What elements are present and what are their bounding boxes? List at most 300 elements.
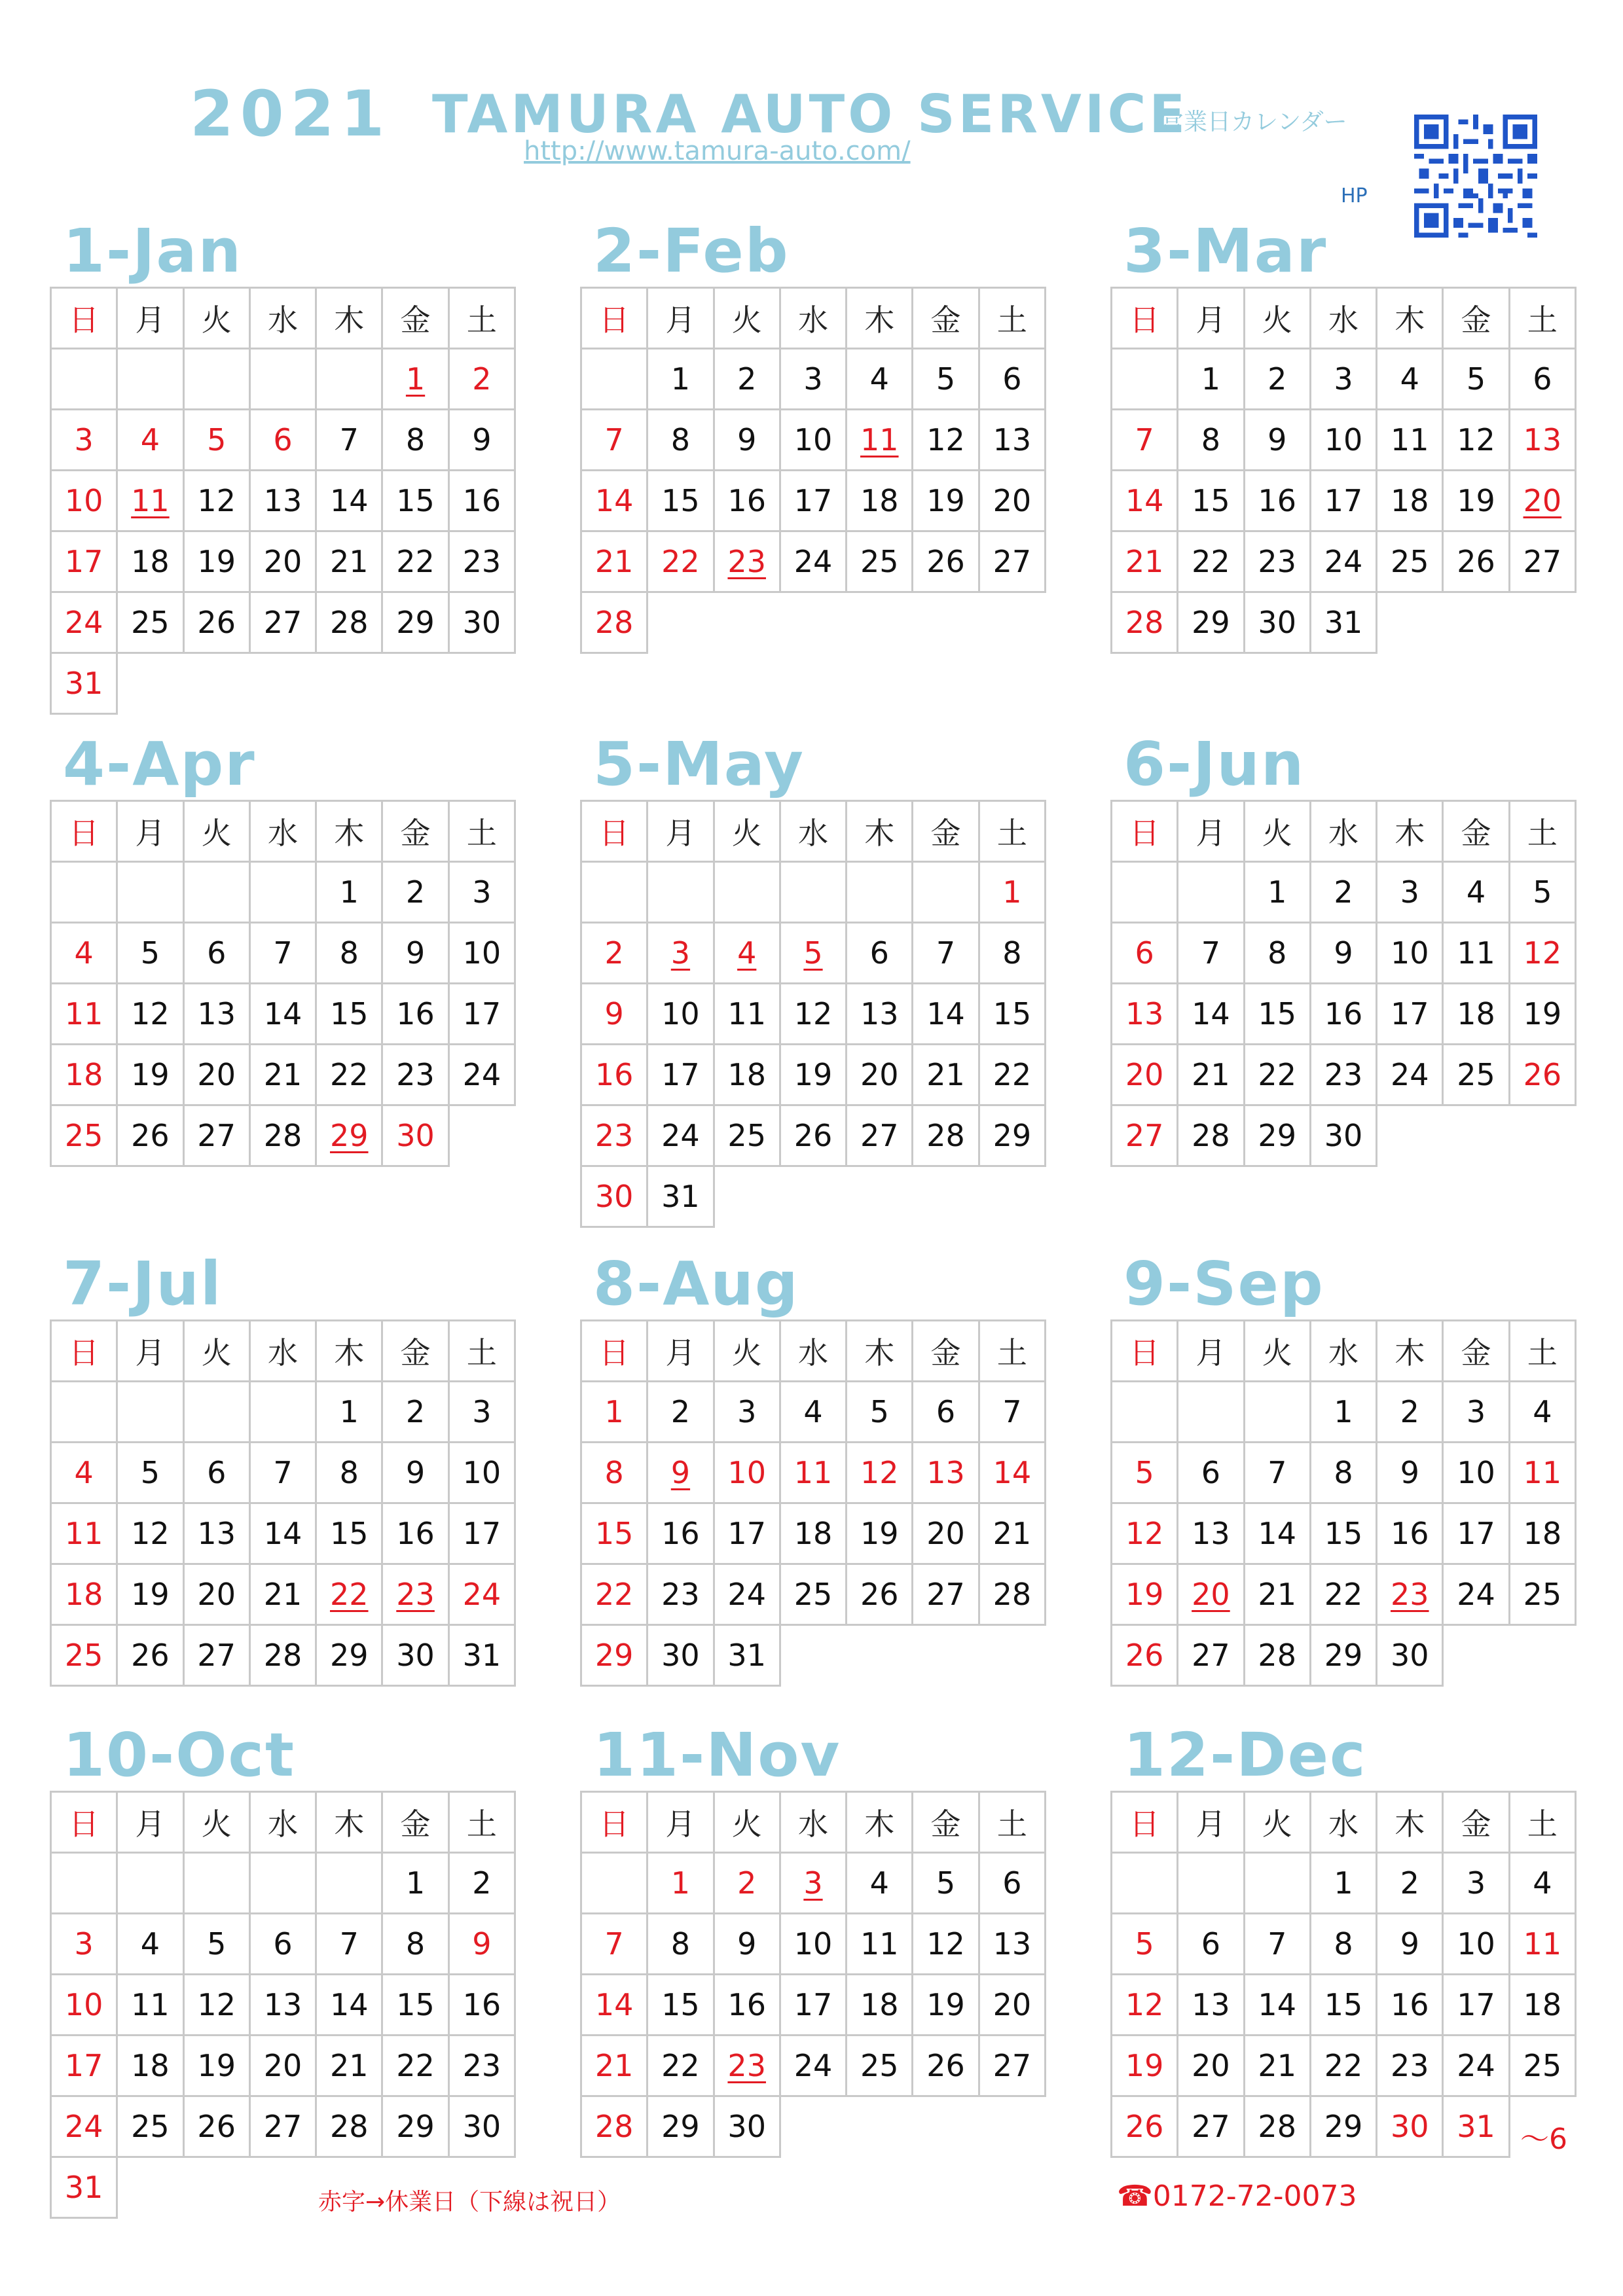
day-cell <box>183 1105 249 1166</box>
day-number: 30 <box>462 605 501 640</box>
weekday-label: 水 <box>1310 1321 1376 1382</box>
day-number: 30 <box>1258 605 1296 640</box>
empty-cell <box>1509 1625 1575 1686</box>
month-oct <box>50 1720 516 2219</box>
day-cell <box>1377 1503 1443 1564</box>
calendar-week-row <box>581 984 1046 1045</box>
day-number: 26 <box>926 2048 965 2083</box>
day-cell <box>913 471 979 531</box>
weekday-label: 火 <box>183 801 249 862</box>
blank-day-cell <box>183 1382 249 1443</box>
day-number: 13 <box>926 1455 965 1490</box>
day-number: 17 <box>1390 996 1429 1031</box>
blank-day-cell <box>51 1382 117 1443</box>
day-number: 4 <box>737 935 757 971</box>
day-cell <box>183 1914 249 1975</box>
day-cell <box>183 1503 249 1564</box>
weekday-label: 金 <box>913 1792 979 1853</box>
month-dec <box>1110 1720 1577 2158</box>
empty-cell <box>1509 1105 1575 1166</box>
day-cell <box>316 2036 382 2096</box>
weekday-label: 土 <box>448 1321 515 1382</box>
calendar-grid <box>50 800 516 1167</box>
weekday-label: 水 <box>1310 288 1376 349</box>
day-cell <box>316 410 382 471</box>
day-number: 1 <box>670 1865 691 1901</box>
month-title: 1-Jan <box>63 216 243 286</box>
day-cell <box>847 1503 913 1564</box>
day-number: 31 <box>727 1638 766 1673</box>
empty-cell <box>382 653 448 714</box>
day-number: 8 <box>1267 935 1287 971</box>
calendar-week-row <box>581 1166 1046 1227</box>
day-number: 12 <box>1125 1987 1164 2022</box>
day-cell <box>1178 1105 1244 1166</box>
weekday-header-row <box>51 1321 515 1382</box>
calendar-week-row <box>581 1105 1046 1166</box>
day-cell <box>913 349 979 410</box>
day-number: 11 <box>727 996 766 1031</box>
day-cell <box>448 349 515 410</box>
day-number: 24 <box>793 2048 833 2083</box>
day-cell <box>780 1105 846 1166</box>
day-cell <box>1509 1975 1575 2036</box>
day-number: 3 <box>670 935 691 971</box>
blank-day-cell <box>117 1382 183 1443</box>
day-number: 12 <box>860 1455 899 1490</box>
day-cell <box>581 1503 647 1564</box>
day-cell <box>249 1105 316 1166</box>
weekday-label: 月 <box>117 288 183 349</box>
day-cell <box>714 1045 780 1105</box>
day-number: 26 <box>131 1118 170 1153</box>
day-number: 7 <box>1267 1455 1287 1490</box>
calendar-week-row <box>581 349 1046 410</box>
day-number: 30 <box>396 1638 435 1673</box>
weekday-label: 土 <box>1509 1792 1575 1853</box>
day-cell <box>913 923 979 984</box>
day-cell <box>1178 1564 1244 1625</box>
day-cell <box>581 1443 647 1503</box>
day-cell <box>117 2036 183 2096</box>
day-number: 9 <box>1400 1926 1419 1962</box>
day-number: 20 <box>1192 1577 1230 1612</box>
day-number: 23 <box>1324 1057 1363 1092</box>
qr-code-icon[interactable] <box>1414 115 1537 238</box>
day-cell <box>1112 2036 1178 2096</box>
empty-cell <box>847 2096 913 2157</box>
day-number: 31 <box>64 2170 103 2205</box>
day-cell <box>316 592 382 653</box>
day-cell <box>913 1105 979 1166</box>
day-number: 29 <box>1192 605 1230 640</box>
day-cell <box>316 984 382 1045</box>
day-cell <box>1310 984 1376 1045</box>
day-number: 8 <box>670 1926 691 1962</box>
day-cell <box>1443 349 1509 410</box>
day-number: 12 <box>131 996 170 1031</box>
day-number: 14 <box>329 1987 369 2022</box>
weekday-label: 月 <box>647 1792 714 1853</box>
day-cell <box>1112 1564 1178 1625</box>
day-number: 22 <box>1324 2048 1363 2083</box>
calendar-week-row <box>51 1975 515 2036</box>
day-cell <box>382 984 448 1045</box>
day-cell <box>1310 1443 1376 1503</box>
day-number: 22 <box>661 2048 700 2083</box>
calendar-week-row <box>581 923 1046 984</box>
day-cell <box>1443 1914 1509 1975</box>
day-number: 26 <box>926 544 965 579</box>
day-number: 26 <box>131 1638 170 1673</box>
day-number: 25 <box>131 2109 170 2144</box>
day-cell <box>316 1564 382 1625</box>
blank-day-cell <box>1244 1853 1310 1914</box>
day-cell <box>581 471 647 531</box>
day-number: 10 <box>462 935 501 971</box>
day-number: 21 <box>993 1516 1032 1551</box>
day-number: 14 <box>594 483 634 518</box>
day-cell <box>714 1914 780 1975</box>
day-cell <box>448 862 515 923</box>
weekday-label: 火 <box>1244 1792 1310 1853</box>
day-number: 23 <box>1390 2048 1429 2083</box>
day-number: 18 <box>64 1057 103 1092</box>
day-cell <box>714 923 780 984</box>
day-cell <box>448 2096 515 2157</box>
day-number: 3 <box>803 1865 823 1901</box>
day-number: 16 <box>462 483 501 518</box>
day-cell <box>1509 1443 1575 1503</box>
day-cell <box>1244 471 1310 531</box>
blank-day-cell <box>249 1382 316 1443</box>
day-cell <box>1310 1625 1376 1686</box>
weekday-label: 日 <box>581 1792 647 1853</box>
day-number: 19 <box>860 1516 899 1551</box>
day-cell <box>117 1443 183 1503</box>
day-number: 2 <box>405 874 426 910</box>
day-number: 27 <box>1192 2109 1230 2144</box>
day-number: 5 <box>207 1926 227 1962</box>
day-number: 7 <box>1135 422 1154 457</box>
calendar-grid <box>580 1791 1046 2158</box>
day-number: 22 <box>594 1577 634 1612</box>
weekday-label: 土 <box>1509 801 1575 862</box>
day-cell <box>448 1914 515 1975</box>
day-number: 10 <box>793 1926 833 1962</box>
day-cell <box>1244 531 1310 592</box>
day-number: 6 <box>207 935 227 971</box>
day-number: 22 <box>396 544 435 579</box>
weekday-label: 木 <box>1377 288 1443 349</box>
day-number: 27 <box>1523 544 1562 579</box>
day-cell <box>117 923 183 984</box>
weekday-label: 木 <box>1377 801 1443 862</box>
day-number: 9 <box>737 422 757 457</box>
weekday-label: 月 <box>1178 801 1244 862</box>
day-number: 17 <box>793 483 833 518</box>
day-cell <box>780 1564 846 1625</box>
day-cell <box>780 1503 846 1564</box>
day-cell <box>1178 2096 1244 2157</box>
day-cell <box>1310 1105 1376 1166</box>
weekday-label: 月 <box>1178 1792 1244 1853</box>
day-number: 16 <box>396 1516 435 1551</box>
day-cell <box>448 923 515 984</box>
day-cell <box>1178 592 1244 653</box>
day-cell <box>1112 1975 1178 2036</box>
day-number: 14 <box>1258 1516 1296 1551</box>
day-cell <box>249 592 316 653</box>
day-cell <box>1443 862 1509 923</box>
weekday-label: 木 <box>1377 1321 1443 1382</box>
day-number: 16 <box>1258 483 1296 518</box>
day-number: 10 <box>64 1987 103 2022</box>
day-number: 18 <box>860 483 899 518</box>
weekday-label: 日 <box>1112 288 1178 349</box>
day-cell <box>382 1564 448 1625</box>
day-cell <box>249 1625 316 1686</box>
calendar-week-row <box>581 1853 1046 1914</box>
weekday-label: 木 <box>316 288 382 349</box>
day-number: 29 <box>396 2109 435 2144</box>
calendar-week-row <box>581 531 1046 592</box>
day-cell <box>714 349 780 410</box>
weekday-label: 木 <box>847 288 913 349</box>
day-number: 25 <box>727 1118 766 1153</box>
day-cell <box>316 1914 382 1975</box>
day-number: 4 <box>1533 1394 1552 1429</box>
day-number: 21 <box>1258 2048 1296 2083</box>
day-cell <box>117 1503 183 1564</box>
day-number: 24 <box>64 2109 103 2144</box>
day-cell <box>780 349 846 410</box>
day-cell <box>714 1503 780 1564</box>
calendar-week-row <box>1112 471 1576 531</box>
day-number: 22 <box>993 1057 1032 1092</box>
day-cell <box>1509 1503 1575 1564</box>
day-cell <box>448 1975 515 2036</box>
day-number: 15 <box>1258 996 1296 1031</box>
day-number: 16 <box>594 1057 634 1092</box>
calendar-week-row <box>581 1503 1046 1564</box>
day-cell <box>913 531 979 592</box>
weekday-label: 月 <box>117 801 183 862</box>
weekday-label: 木 <box>1377 1792 1443 1853</box>
calendar-week-row <box>51 1045 515 1105</box>
day-number: 20 <box>1523 483 1562 518</box>
day-cell <box>1310 1564 1376 1625</box>
day-cell <box>117 984 183 1045</box>
day-number: 6 <box>273 422 293 457</box>
day-cell <box>1377 471 1443 531</box>
calendar-week-row <box>51 349 515 410</box>
day-cell <box>979 984 1045 1045</box>
day-number: 9 <box>405 935 426 971</box>
day-cell <box>979 471 1045 531</box>
calendar-week-row <box>51 1382 515 1443</box>
day-number: 9 <box>737 1926 757 1962</box>
calendar-week-row <box>1112 862 1576 923</box>
day-number: 21 <box>1125 544 1164 579</box>
day-cell <box>847 410 913 471</box>
day-number: 23 <box>1390 1577 1429 1612</box>
calendar-week-row <box>581 1625 1046 1686</box>
day-number: 4 <box>869 1865 889 1901</box>
day-number: 15 <box>594 1516 634 1551</box>
day-cell <box>51 1503 117 1564</box>
weekday-label: 金 <box>382 801 448 862</box>
day-number: 13 <box>1125 996 1164 1031</box>
day-cell <box>51 410 117 471</box>
calendar-week-row <box>51 1853 515 1914</box>
day-cell <box>1443 1503 1509 1564</box>
day-cell <box>780 1975 846 2036</box>
day-cell <box>847 984 913 1045</box>
weekday-label: 土 <box>979 801 1045 862</box>
calendar-grid <box>1110 287 1577 654</box>
day-number: 20 <box>197 1577 236 1612</box>
day-number: 4 <box>74 935 94 971</box>
day-number: 5 <box>936 361 956 397</box>
header-url-link[interactable]: http://www.tamura-auto.com/ <box>524 136 911 166</box>
weekday-label: 土 <box>979 1792 1045 1853</box>
day-cell <box>1310 2096 1376 2157</box>
day-number: 30 <box>1390 1638 1429 1673</box>
weekday-label: 水 <box>249 801 316 862</box>
day-number: 19 <box>926 483 965 518</box>
weekday-label: 水 <box>780 801 846 862</box>
day-number: 28 <box>594 605 634 640</box>
empty-cell <box>1377 592 1443 653</box>
blank-day-cell <box>249 862 316 923</box>
day-number: 23 <box>727 2048 766 2083</box>
day-number: 10 <box>462 1455 501 1490</box>
day-cell <box>1244 1105 1310 1166</box>
blank-day-cell <box>1178 862 1244 923</box>
day-number: 16 <box>727 1987 766 2022</box>
weekday-label: 金 <box>1443 1321 1509 1382</box>
day-cell <box>51 531 117 592</box>
empty-cell <box>1443 592 1509 653</box>
day-number: 17 <box>64 544 103 579</box>
weekday-label: 金 <box>913 288 979 349</box>
day-number: 19 <box>1457 483 1495 518</box>
day-cell <box>1377 531 1443 592</box>
day-number: 8 <box>604 1455 624 1490</box>
day-cell <box>1112 471 1178 531</box>
day-number: 17 <box>727 1516 766 1551</box>
day-cell <box>249 2096 316 2157</box>
day-cell <box>1310 923 1376 984</box>
day-cell <box>847 1045 913 1105</box>
day-cell <box>1244 1914 1310 1975</box>
day-number: 26 <box>197 2109 236 2144</box>
day-cell <box>1112 1503 1178 1564</box>
day-number: 18 <box>131 2048 170 2083</box>
calendar-grid <box>580 1319 1046 1687</box>
day-number: 26 <box>1457 544 1495 579</box>
day-number: 1 <box>405 1865 426 1901</box>
day-number: 6 <box>1002 361 1022 397</box>
phone-number[interactable]: ☎0172-72-0073 <box>1117 2179 1357 2213</box>
day-cell <box>382 1443 448 1503</box>
calendar-week-row <box>51 1625 515 1686</box>
day-number: 27 <box>263 2109 302 2144</box>
day-number: 6 <box>1533 361 1552 397</box>
day-cell <box>1377 1914 1443 1975</box>
day-cell <box>780 1853 846 1914</box>
day-number: 17 <box>661 1057 700 1092</box>
weekday-label: 日 <box>581 801 647 862</box>
day-number: 18 <box>131 544 170 579</box>
calendar-week-row <box>581 1045 1046 1105</box>
day-cell <box>979 1914 1045 1975</box>
month-title: 12-Dec <box>1123 1720 1367 1790</box>
day-number: 10 <box>727 1455 766 1490</box>
day-cell <box>979 1503 1045 1564</box>
calendar-week-row <box>1112 1853 1576 1914</box>
day-cell <box>249 471 316 531</box>
day-cell <box>316 2096 382 2157</box>
day-cell <box>183 2096 249 2157</box>
day-cell <box>1310 1045 1376 1105</box>
day-cell <box>1443 1443 1509 1503</box>
weekday-label: 金 <box>913 801 979 862</box>
day-cell <box>979 1382 1045 1443</box>
calendar-week-row <box>581 1564 1046 1625</box>
day-cell <box>1377 1382 1443 1443</box>
day-cell <box>979 1564 1045 1625</box>
day-cell <box>913 1503 979 1564</box>
day-cell <box>51 592 117 653</box>
day-cell <box>1310 531 1376 592</box>
day-cell <box>647 471 714 531</box>
month-title: 3-Mar <box>1123 216 1328 286</box>
day-cell <box>316 923 382 984</box>
day-cell <box>1112 1105 1178 1166</box>
calendar-grid <box>50 1319 516 1687</box>
day-cell <box>1310 1382 1376 1443</box>
day-cell <box>1244 2096 1310 2157</box>
day-number: 13 <box>1523 422 1562 457</box>
day-cell <box>1377 1564 1443 1625</box>
day-number: 15 <box>329 996 369 1031</box>
day-cell <box>117 471 183 531</box>
day-number: 30 <box>1324 1118 1363 1153</box>
calendar-week-row <box>581 471 1046 531</box>
day-cell <box>117 2096 183 2157</box>
day-number: 9 <box>1267 422 1287 457</box>
day-number: 24 <box>1390 1057 1429 1092</box>
day-cell <box>183 1045 249 1105</box>
empty-cell <box>183 653 249 714</box>
day-cell <box>249 1503 316 1564</box>
day-cell <box>581 1564 647 1625</box>
day-number: 15 <box>1324 1516 1363 1551</box>
blank-day-cell <box>913 862 979 923</box>
day-number: 26 <box>197 605 236 640</box>
day-cell <box>1443 1045 1509 1105</box>
day-number: 9 <box>472 1926 492 1962</box>
day-number: 10 <box>1457 1926 1495 1962</box>
calendar-week-row <box>581 410 1046 471</box>
day-number: 31 <box>462 1638 501 1673</box>
day-cell <box>382 2036 448 2096</box>
day-number: 20 <box>993 483 1032 518</box>
day-cell <box>647 1105 714 1166</box>
day-number: 25 <box>64 1118 103 1153</box>
